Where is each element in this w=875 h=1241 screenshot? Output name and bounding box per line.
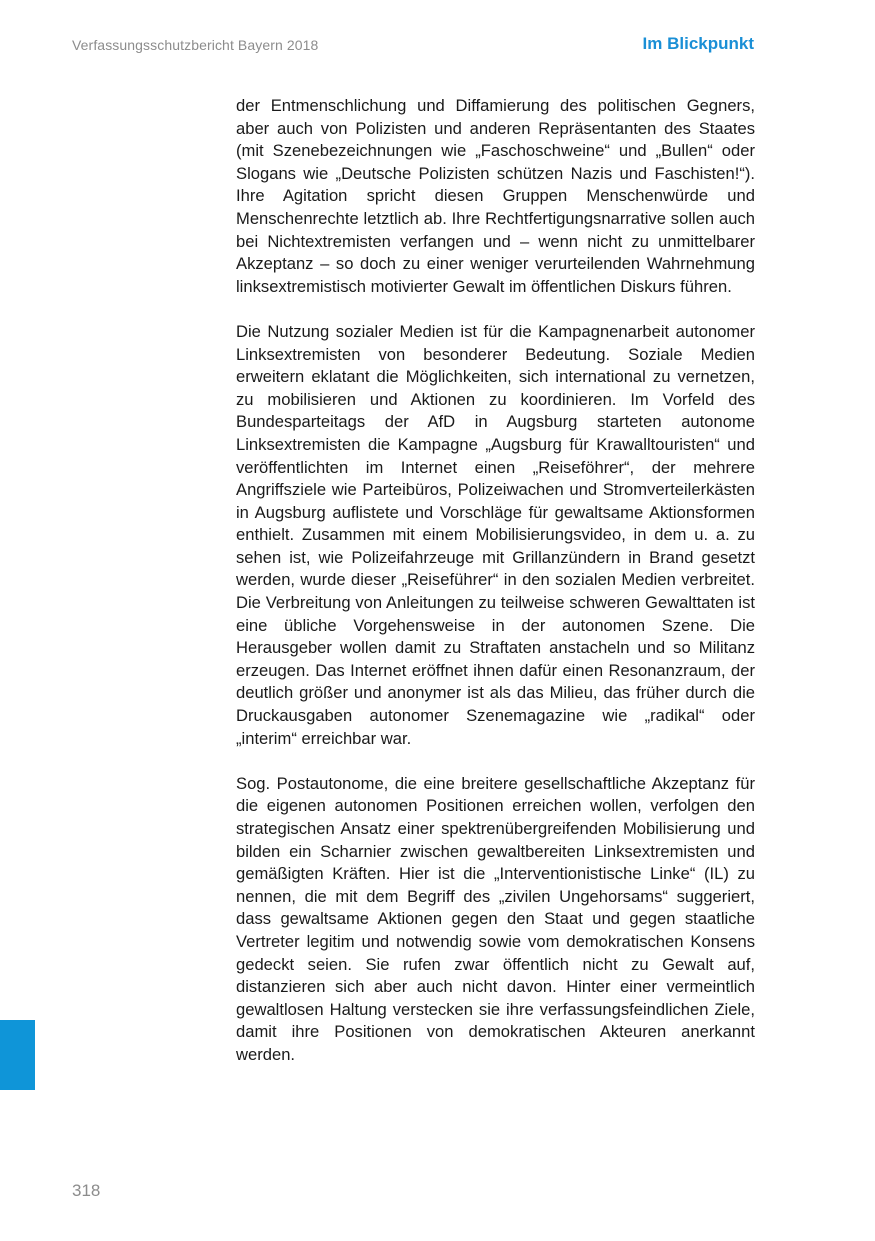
chapter-side-tab [0,1020,35,1090]
page-number: 318 [72,1181,101,1200]
running-head-section: Im Blickpunkt [642,34,754,53]
body-text [236,95,755,1089]
running-head-publication: Verfassungsschutzbericht Bayern 2018 [72,37,319,53]
paragraph: der Entmenschlichung und Diffamierung des politischen Gegners, aber auch von Polizisten und anderen Repräsentanten des Staates (mit Szenebezeichnungen wie „Faschoschweine“ und „Bullen“ oder Slogans wie „Deutsche Polizisten schützen Nazis und Faschisten!“). Ihre Agitation spricht diesen Gruppen Menschenwürde und Menschenrechte letztlich ab. Ihre Rechtfertigungsnarrative sollen auch bei Nichtextremisten verfangen und – wenn nicht zu unmittelbarer Akzeptanz – so doch zu einer weniger verurteilenden Wahrnehmung linksextremistisch motivierter Gewalt im öffentlichen Diskurs führen. [236,96,755,296]
paragraph: Die Nutzung sozialer Medien ist für die Kampagnenarbeit autonomer Linksextremisten von besonderer Bedeutung. Soziale Medien erweitern eklatant die Möglichkeiten, sich international zu vernetzen, zu mobilisieren und Aktionen zu koordinieren. Im Vorfeld des Bundesparteitags der AfD in Augsburg starteten autonome Linksextremisten die Kampagne „Augsburg für Krawalltouristen“ und veröffentlichten im Internet einen „Reiseföhrer“, der mehrere Angriffsziele wie Parteibüros, Polizeiwachen und Stromverteilerkästen in Augsburg auflistete und Vorschläge für gewaltsame Aktionsformen enthielt. Zusammen mit einem Mobilisierungsvideo, in dem u. a. zu sehen ist, wie Polizeifahrzeuge mit Grillanzündern in Brand gesetzt werden, wurde dieser „Reiseführer“ in den sozialen Medien verbreitet. Die Verbreitung von Anleitungen zu teilweise schweren Gewalttaten ist eine übliche Vorgehensweise in der autonomen Szene. Die Herausgeber wollen damit zu Straftaten anstacheln und so Militanz erzeugen. Das Internet eröffnet ihnen dafür einen Resonanzraum, der deutlich größer und anonymer ist als das Milieu, das früher durch die Druckausgaben autonomer Szenemagazine wie „radikal“ oder „interim“ erreichbar war. [236,321,755,748]
paragraph: Sog. Postautonome, die eine breitere gesellschaftliche Akzeptanz für die eigenen autonomen Positionen erreichen wollen, verfolgen den strategischen Ansatz einer spektrenübergreifenden Mobilisierung und bilden ein Scharnier zwischen gewaltbereiten Linksextremisten und gemäßigten Kräften. Hier ist die „Interventionistische Linke“ (IL) zu nennen, die mit dem Begriff des „zivilen Ungehorsams“ suggeriert, dass gewaltsame Aktionen gegen den Staat und gegen staatliche Vertreter legitim und notwendig sowie vom demokratischen Konsens gedeckt seien. Sie rufen zwar öffentlich nicht zu Gewalt auf, distanzieren sich aber auch nicht davon. Hinter einer vermeintlich gewaltlosen Haltung verstecken sie ihre verfassungsfeindlichen Ziele, damit ihre Positionen von demokratischen Akteuren anerkannt werden. [236,773,755,1064]
